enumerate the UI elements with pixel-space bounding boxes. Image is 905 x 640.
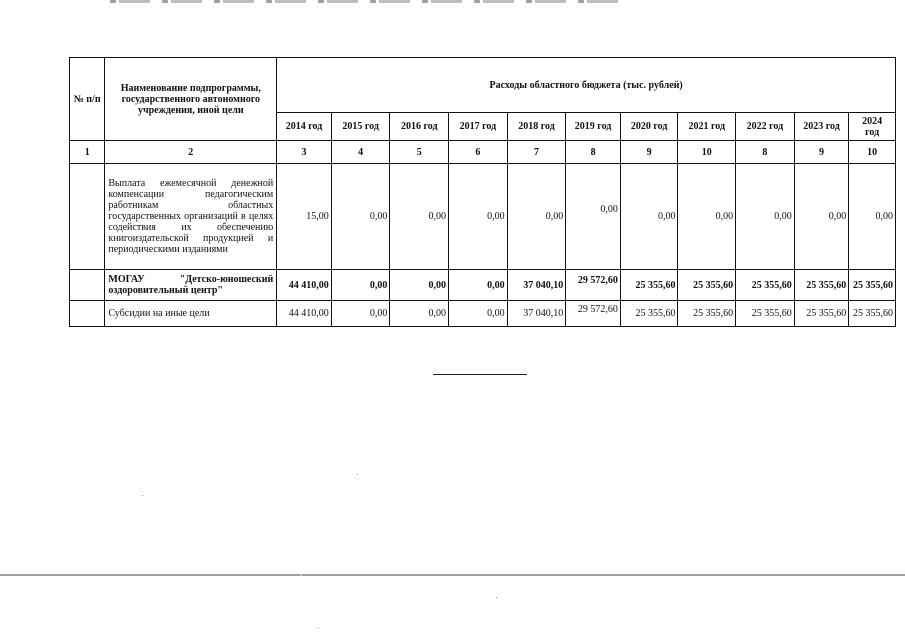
colnum-10: 10	[678, 141, 736, 164]
closing-separator-line	[433, 374, 527, 375]
year-2015: 2015 год	[331, 113, 390, 141]
cell-value: 25 355,60	[849, 301, 896, 327]
year-2022: 2022 год	[736, 113, 795, 141]
colnum-9: 9	[620, 141, 678, 164]
cell-value: 25 355,60	[736, 270, 795, 301]
table-row	[70, 270, 896, 301]
scan-speck	[318, 628, 319, 629]
cell-value: 25 355,60	[678, 301, 736, 327]
year-2024: 2024 год	[849, 113, 896, 141]
colnum-8: 8	[566, 141, 621, 164]
cell-value: 0,00	[566, 164, 621, 270]
scan-speck	[142, 495, 143, 496]
cell-value: 44 410,00	[277, 270, 332, 301]
colnum-7: 7	[507, 141, 566, 164]
column-number-row	[70, 141, 896, 164]
year-2014: 2014 год	[277, 113, 332, 141]
cell-value: 0,00	[390, 301, 449, 327]
header-expenses: Расходы областного бюджета (тыс. рублей)	[277, 58, 896, 113]
cell-value: 37 040,10	[507, 301, 566, 327]
budget-table	[69, 57, 896, 327]
cell-value: 0,00	[678, 164, 736, 270]
colnum-2: 2	[105, 141, 277, 164]
colnum-1: 1	[70, 141, 105, 164]
cell-value: 0,00	[849, 164, 896, 270]
cell-value: 0,00	[449, 270, 508, 301]
year-2021: 2021 год	[678, 113, 736, 141]
cell-value: 44 410,00	[277, 301, 332, 327]
cell-value: 0,00	[794, 164, 849, 270]
cell-value: 25 355,60	[620, 301, 678, 327]
scan-bottom-edge-line	[0, 574, 905, 576]
cell-value: 0,00	[449, 164, 508, 270]
cell-value: 25 355,60	[736, 301, 795, 327]
scan-top-residue	[110, 0, 630, 3]
colnum-3: 3	[277, 141, 332, 164]
cell-value: 29 572,60	[566, 270, 621, 301]
cell-value: 0,00	[390, 270, 449, 301]
scan-speck	[496, 597, 497, 598]
colnum-11: 8	[736, 141, 795, 164]
year-2017: 2017 год	[449, 113, 508, 141]
colnum-6: 6	[449, 141, 508, 164]
year-2023: 2023 год	[794, 113, 849, 141]
row-name: Выплата ежемесячной денежной компенсации педагогическим работникам областных государственных организаций в целях содействия их обеспечению книгоиздательской продукцией и периодическими изданиями	[105, 164, 277, 270]
cell-value: 0,00	[331, 164, 390, 270]
cell-value: 25 355,60	[794, 301, 849, 327]
cell-value: 0,00	[736, 164, 795, 270]
cell-value: 37 040,10	[507, 270, 566, 301]
header-name: Наименование подпрограммы, государственного автономного учреждения, иной цели	[105, 58, 277, 141]
year-2019: 2019 год	[566, 113, 621, 141]
cell-value: 0,00	[390, 164, 449, 270]
header-row	[70, 58, 896, 113]
year-2016: 2016 год	[390, 113, 449, 141]
cell-value: 0,00	[507, 164, 566, 270]
year-2018: 2018 год	[507, 113, 566, 141]
row-name: Субсидии на иные цели	[105, 301, 277, 327]
cell-value: 0,00	[331, 301, 390, 327]
cell-value: 0,00	[449, 301, 508, 327]
cell-value: 0,00	[620, 164, 678, 270]
cell-value: 25 355,60	[678, 270, 736, 301]
row-name: МОГАУ "Детско-юношеский оздоровительный центр"	[105, 270, 277, 301]
scan-speck	[357, 474, 358, 475]
table-row	[70, 164, 896, 270]
row-num	[70, 270, 105, 301]
cell-value: 25 355,60	[620, 270, 678, 301]
year-2020: 2020 год	[620, 113, 678, 141]
cell-value: 0,00	[331, 270, 390, 301]
colnum-12: 9	[794, 141, 849, 164]
row-num	[70, 164, 105, 270]
cell-value: 25 355,60	[849, 270, 896, 301]
header-num: № п/п	[70, 58, 105, 141]
cell-value: 29 572,60	[566, 301, 621, 327]
colnum-4: 4	[331, 141, 390, 164]
row-num	[70, 301, 105, 327]
cell-value: 25 355,60	[794, 270, 849, 301]
table-row	[70, 301, 896, 327]
cell-value: 15,00	[277, 164, 332, 270]
colnum-13: 10	[849, 141, 896, 164]
colnum-5: 5	[390, 141, 449, 164]
